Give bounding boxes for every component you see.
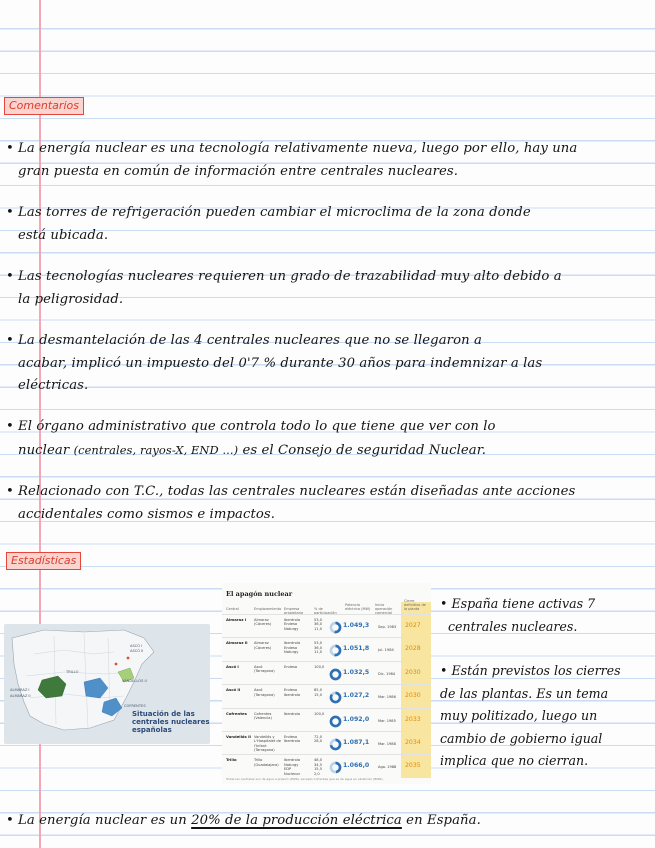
cell-start-date: Sep. 1983 [378, 625, 397, 629]
cell-start-date: Dic. 1984 [378, 671, 396, 676]
cell-owners: Iberdrola Endesa Naturgy [284, 641, 301, 655]
cell-location: Ascó (Tarragona) [254, 688, 275, 697]
cell-central: Trillo [226, 757, 237, 763]
cell-power: 1.066,0 [343, 762, 370, 770]
cell-owners: Endesa [284, 664, 298, 669]
cell-closing-year: 2034 [405, 739, 421, 746]
share-donut-icon [329, 761, 342, 774]
cell-start-date: Jul. 1984 [378, 648, 394, 653]
cell-share: 85,0 15,0 [314, 688, 323, 697]
note-2: • Están previstos los cierres de las plantas. Es un tema muy politizado, luego un cambio de gobierno igual implica que no cierran. [440, 660, 652, 773]
cell-closing-year: 2028 [405, 645, 421, 653]
bullet-2-line1: Las torres de refrigeración pueden cambiar el microclima de la zona donde [18, 205, 531, 220]
cell-closing-year: 2027 [405, 622, 421, 629]
bullet-6-line2: accidentales como sismos e impactos. [18, 506, 276, 522]
cell-owners: Iberdrola [284, 711, 301, 716]
share-donut-icon [329, 668, 342, 681]
cell-share: 100,0 [314, 711, 325, 716]
bullet-7-post: en España. [406, 813, 481, 828]
cell-location: Vandellós y L'Hospitalet de l'Infant (Tarragona) [254, 735, 281, 753]
bullet-1-line1: La energía nuclear es una tecnología relativamente nueva, luego por ello, hay una [18, 141, 578, 156]
note-1: • España tiene activas 7 centrales nucleares. [440, 593, 652, 638]
cell-share: 100,0 [314, 664, 325, 669]
cell-start-date: Mar. 1985 [378, 718, 396, 723]
cell-power: 1.049,3 [343, 622, 370, 629]
cell-central: Ascó II [226, 687, 241, 693]
note-2-line2: de las plantas. Es un tema [440, 685, 609, 701]
cell-closing-year: 2033 [405, 715, 421, 723]
cell-location: Almaraz (Cáceres) [254, 618, 272, 627]
note-2-line4: cambio de gobierno igual [440, 730, 603, 746]
bullet-6: • Relacionado con T.C., todas las centrales nucleares están diseñadas ante acciones accidentales como sismos e impactos. [6, 481, 631, 526]
bullet-4-line1: La desmantelación de las 4 centrales nucleares que no se llegaron a [18, 333, 482, 348]
cell-central: Vandellós II [226, 734, 251, 739]
map-label-almaraz-2: ALMARAZ II [10, 694, 31, 698]
cell-central: Almaraz I [226, 617, 247, 622]
share-donut-icon [329, 691, 342, 704]
cell-power: 1.051,8 [343, 645, 370, 653]
table-header-start: Inicio operación comercial [375, 603, 393, 615]
map-label-cofrentes: COFRENTES [124, 704, 146, 708]
bullet-6-line1: Relacionado con T.C., todas las centrales nucleares están diseñadas ante acciones [18, 484, 576, 499]
bullet-5-line2b: (centrales, rayos-X, END ...) [73, 442, 239, 457]
map-label-asco-2: ASCÓ II [130, 649, 144, 653]
share-donut-icon [329, 644, 342, 657]
cell-location: Trillo (Guadalajara) [254, 758, 279, 767]
bullet-3-line1: Las tecnologías nucleares requieren un grado de trazabilidad muy alto debido a [18, 269, 562, 284]
cell-share: 53,0 36,0 11,0 [314, 618, 323, 631]
cell-share: 48,0 34,5 15,5 2,0 [314, 758, 323, 776]
bullet-5: • El órgano administrativo que controla todo lo que tiene que ver con lo nuclear (centrales, rayos-X, END ...) es el Consejo de seguridad Nuclear. [6, 419, 496, 458]
cell-closing-year: 2035 [405, 762, 421, 770]
cell-share: 72,0 28,0 [314, 735, 323, 744]
table-header-close: Cierre definitivo de la planta [404, 599, 426, 611]
map-label-vandellos-2: VANDELLÓS II [122, 679, 147, 683]
bullet-5-line2a: nuclear [18, 442, 70, 458]
cell-start-date: Mar. 1988 [378, 742, 396, 746]
cell-owners: Endesa Iberdrola [284, 688, 301, 697]
section-tag-estadisticas: Estadísticas [6, 552, 81, 570]
table-header-share: % de participación [314, 607, 337, 615]
section-tag-comentarios: Comentarios [4, 97, 84, 115]
cell-closing-year: 2030 [405, 692, 421, 700]
cell-start-date: Mar. 1986 [378, 695, 396, 700]
bullet-2-line2: está ubicada. [18, 227, 109, 243]
note-1-line2: centrales nucleares. [448, 618, 578, 634]
map-title: Situación de las centrales nucleares españolas [132, 710, 210, 734]
share-donut-icon [329, 715, 342, 728]
nuclear-map-figure [4, 624, 210, 744]
table-header-location: Emplazamiento [254, 607, 282, 611]
note-2-line3: muy politizado, luego un [440, 708, 598, 723]
cell-owners: Iberdrola Endesa Naturgy [284, 618, 301, 631]
cell-central: Cofrentes [226, 710, 247, 716]
cell-start-date: Ago. 1988 [378, 765, 397, 770]
bullet-2: • Las torres de refrigeración pueden cambiar el microclima de la zona donde está ubicada. [6, 202, 631, 247]
bullet-5-line1: El órgano administrativo que controla todo lo que tiene que ver con lo [18, 419, 496, 434]
bullet-3: • Las tecnologías nucleares requieren un grado de trazabilidad muy alto debido a la peligrosidad. [6, 266, 631, 311]
bullet-3-line2: la peligrosidad. [18, 291, 124, 307]
table-title: El apagón nuclear [226, 590, 293, 598]
cell-location: Ascó (Tarragona) [254, 664, 275, 674]
cell-power: 1.032,5 [343, 668, 370, 676]
cell-power: 1.087,1 [343, 739, 370, 746]
share-donut-icon [329, 738, 342, 751]
cell-share: 53,0 36,0 11,0 [314, 641, 323, 655]
bullet-7-emph: 20% de la producción eléctrica [191, 813, 402, 828]
bullet-4: • La desmantelación de las 4 centrales nucleares que no se llegaron a acabar, implicó un impuesto del 0'7 % durante 30 años para indemnizar a las eléctricas. [6, 330, 631, 398]
note-1-line1: España tiene activas 7 [451, 596, 596, 611]
table-header-central: Central [226, 607, 239, 611]
map-label-almaraz-1: ALMARAZ I [10, 688, 30, 692]
share-donut-icon [329, 621, 342, 634]
note-2-line1: Están previstos los cierres [451, 663, 621, 678]
cell-power: 1.027,2 [343, 692, 370, 700]
bullet-5-line2c: es el Consejo de seguridad Nuclear. [242, 442, 486, 458]
cell-power: 1.092,0 [343, 715, 370, 723]
map-label-asco-1: ASCÓ I [130, 644, 143, 648]
cell-owners: Iberdrola Naturgy EDP Nuclenor [284, 758, 301, 776]
table-header-owner: Empresa propietaria [284, 607, 304, 615]
map-label-trillo: TRILLO [66, 670, 79, 674]
table-header-power: Potencia eléctrica (MW) [345, 603, 371, 611]
bullet-1-line2: gran puesta en común de información entre centrales nucleares. [18, 163, 459, 179]
cell-central: Ascó I [226, 663, 239, 669]
cell-central: Almaraz II [226, 640, 248, 646]
bullet-1: • La energía nuclear es una tecnología relativamente nueva, luego por ello, hay una gran puesta en común de información entre centrales nucleares. [6, 138, 631, 183]
bullet-7: • La energía nuclear es un 20% de la producción eléctrica en España. [6, 813, 481, 828]
bullet-4-line3: eléctricas. [18, 378, 89, 394]
cell-location: Cofrentes (Valencia) [254, 711, 272, 720]
table-footer: Todas las centrales son de agua a presión (PWR), excepto Cofrentes que es de agua en ebullición (BWR). [226, 777, 384, 781]
nuclear-table-figure [222, 583, 431, 784]
note-2-line5: implica que no cierran. [440, 753, 589, 768]
bullet-7-pre: La energía nuclear es un [18, 813, 187, 828]
cell-closing-year: 2030 [405, 668, 421, 676]
cell-location: Almaraz (Cáceres) [254, 641, 272, 650]
cell-owners: Endesa Iberdrola [284, 735, 301, 744]
bullet-4-line2: acabar, implicó un impuesto del 0'7 % durante 30 años para indemnizar a las [18, 355, 543, 371]
